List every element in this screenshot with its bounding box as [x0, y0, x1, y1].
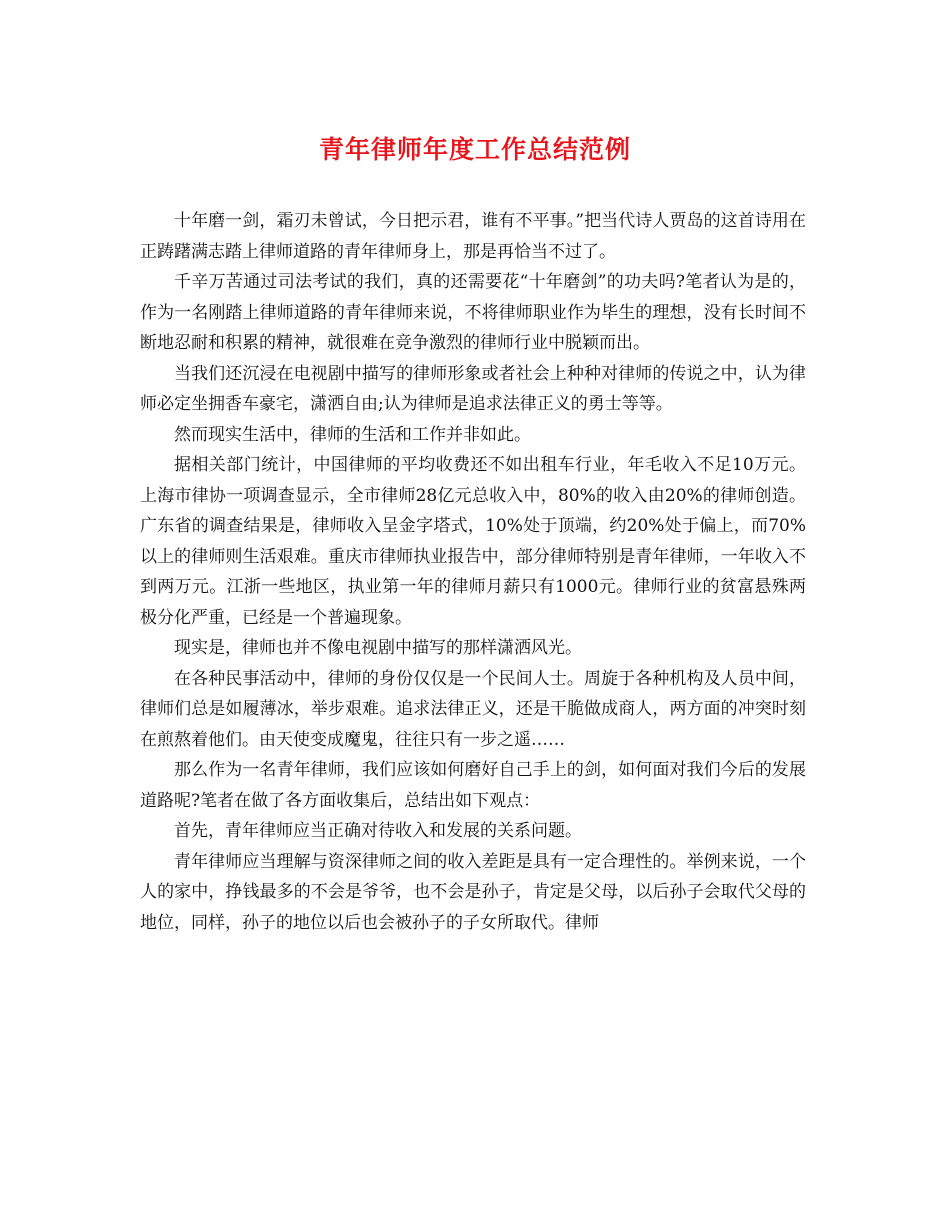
- paragraph: 十年磨一剑，霜刃未曾试，今日把示君，谁有不平事。”把当代诗人贾岛的这首诗用在正踌躇满志踏上律师道路的青年律师身上，那是再恰当不过了。: [140, 211, 806, 262]
- paragraph: 首先，青年律师应当正确对待收入和发展的关系问题。: [174, 821, 582, 841]
- document-title: 青年律师年度工作总结范例: [318, 135, 631, 164]
- paragraph: 据相关部门统计，中国律师的平均收费还不如出租车行业，年毛收入不足10万元。上海市律协一项调查显示，全市律师28亿元总收入中，80%的收入由20%的律师创造。广东省的调查结果是，律师收入呈金字塔式，10%处于顶端，约20%处于偏上，而70%以上的律师则生活艰难。重庆市律师执业报告中，部分律师特别是青年律师，一年收入不到两万元。江浙一些地区，执业第一年的律师月薪只有1000元。律师行业的贫富悬殊两极分化严重，已经是一个普遍现象。: [140, 455, 806, 628]
- paragraph: 当我们还沉浸在电视剧中描写的律师形象或者社会上种种对律师的传说之中，认为律师必定坐拥香车豪宅，潇洒自由;认为律师是追求法律正义的勇士等等。: [140, 363, 806, 414]
- paragraph: 在各种民事活动中，律师的身份仅仅是一个民间人士。周旋于各种机构及人员中间，律师们总是如履薄冰，举步艰难。追求法律正义，还是干脆做成商人，两方面的冲突时刻在煎熬着他们。由天使变成魔鬼，往往只有一步之遥……: [140, 668, 806, 750]
- paragraph: 千辛万苦通过司法考试的我们，真的还需要花“十年磨剑”的功夫吗?笔者认为是的，作为一名刚踏上律师道路的青年律师来说，不将律师职业作为毕生的理想，没有长时间不断地忍耐和积累的精神，就很难在竞争激烈的律师行业中脱颖而出。: [140, 272, 806, 353]
- document-body: [140, 206, 806, 938]
- paragraph: 青年律师应当理解与资深律师之间的收入差距是具有一定合理性的。举例来说，一个人的家中，挣钱最多的不会是爷爷，也不会是孙子，肯定是父母，以后孙子会取代父母的地位，同样，孙子的地位以后也会被孙子的子女所取代。律师: [140, 851, 806, 933]
- paragraph: 然而现实生活中，律师的生活和工作并非如此。: [174, 424, 531, 445]
- paragraph: 现实是，律师也并不像电视剧中描写的那样潇洒风光。: [174, 638, 582, 658]
- paragraph: 那么作为一名青年律师，我们应该如何磨好自己手上的剑，如何面对我们今后的发展道路呢?笔者在做了各方面收集后，总结出如下观点：: [140, 760, 806, 811]
